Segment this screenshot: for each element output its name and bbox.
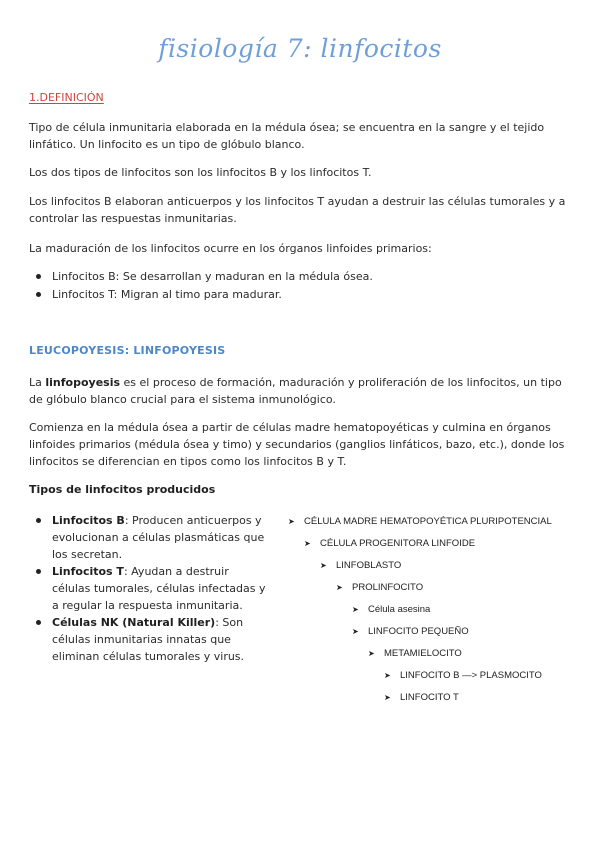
text-span: es el proceso de formación, maduración y proliferación de los linfocitos, un tipo de glóbulo blanco crucial para el sistema inmunológico. <box>29 376 562 406</box>
list-item <box>36 563 266 614</box>
arrow-icon: ➤ <box>352 627 359 636</box>
tree-node-label: CÉLULA PROGENITORA LINFOIDE <box>320 538 476 549</box>
type-name: Linfocitos B <box>52 514 125 527</box>
tree-node <box>368 648 462 659</box>
type-text: : Son células inmunitarias innatas que eliminan células tumorales y virus. <box>52 616 245 663</box>
tree-node <box>352 626 469 637</box>
section-heading-leucopoyesis: LEUCOPOYESIS: LINFOPOYESIS <box>29 344 226 357</box>
tree-node-label: Célula asesina <box>368 604 431 615</box>
tree-node-label: LINFOCITO B —> PLASMOCITO <box>400 670 542 681</box>
tree-node <box>336 582 423 593</box>
arrow-icon: ➤ <box>368 649 375 658</box>
arrow-icon: ➤ <box>304 539 311 548</box>
list-item: Linfocitos T: Migran al timo para madurar. <box>36 286 373 304</box>
page-title: fisiología 7: linfocitos <box>158 34 442 63</box>
maduracion-list <box>36 268 373 304</box>
tree-node <box>288 516 552 527</box>
type-name: Células NK (Natural Killer) <box>52 616 216 629</box>
arrow-icon: ➤ <box>384 693 391 702</box>
type-text: : Producen anticuerpos y evolucionan a células plasmáticas que los secretan. <box>52 514 265 561</box>
tree-node <box>384 670 542 681</box>
list-item <box>36 614 266 665</box>
tree-node-label: METAMIELOCITO <box>384 648 462 659</box>
type-text: : Ayudan a destruir células tumorales, células infectadas y a regular la respuesta inmunitaria. <box>52 565 266 612</box>
tipos-list <box>36 512 266 665</box>
tree-node-label: LINFOCITO T <box>400 692 459 703</box>
tree-node <box>320 560 401 571</box>
arrow-icon: ➤ <box>336 583 343 592</box>
text-span: La <box>29 376 46 389</box>
type-name: Linfocitos T <box>52 565 124 578</box>
tree-node <box>384 692 459 703</box>
paragraph-definicion-2: Los dos tipos de linfocitos son los linfocitos B y los linfocitos T. <box>29 166 372 179</box>
paragraph-definicion-1: Tipo de célula inmunitaria elaborada en la médula ósea; se encuentra en la sangre y el tejido linfático. Un linfocito es un tipo de glóbulo blanco. <box>29 121 545 151</box>
tree-node-label: PROLINFOCITO <box>352 582 424 593</box>
arrow-icon: ➤ <box>320 561 327 570</box>
paragraph-linfopoyesis-1 <box>29 374 574 408</box>
section-heading-definicion: 1.DEFINICIÓN <box>29 91 104 104</box>
tree-node <box>352 604 430 615</box>
paragraph-definicion-3: Los linfocitos B elaboran anticuerpos y los linfocitos T ayudan a destruir las células tumorales y a controlar las respuestas inmunitarias. <box>29 195 566 225</box>
arrow-icon: ➤ <box>352 605 359 614</box>
list-item: Linfocitos B: Se desarrollan y maduran en la médula ósea. <box>36 268 373 286</box>
arrow-icon: ➤ <box>384 671 391 680</box>
tree-node-label: CÉLULA MADRE HEMATOPOYÉTICA PLURIPOTENCIAL <box>304 516 552 527</box>
arrow-icon: ➤ <box>288 517 295 526</box>
bold-term: linfopoyesis <box>45 376 121 389</box>
list-item <box>36 512 266 563</box>
subheading-tipos: Tipos de linfocitos producidos <box>29 483 216 496</box>
paragraph-linfopoyesis-2: Comienza en la médula ósea a partir de células madre hematopoyéticas y culmina en órganos linfoides primarios (médula ósea y timo) y secundarios (ganglios linfáticos, bazo, etc.), donde los linfocitos se diferencian en tipos como los linfocitos B y T. <box>29 421 565 468</box>
tree-node <box>304 538 475 549</box>
tree-node-label: LINFOBLASTO <box>336 560 402 571</box>
paragraph-definicion-4: La maduración de los linfocitos ocurre en los órganos linfoides primarios: <box>29 242 432 255</box>
tree-node-label: LINFOCITO PEQUEÑO <box>368 626 469 637</box>
